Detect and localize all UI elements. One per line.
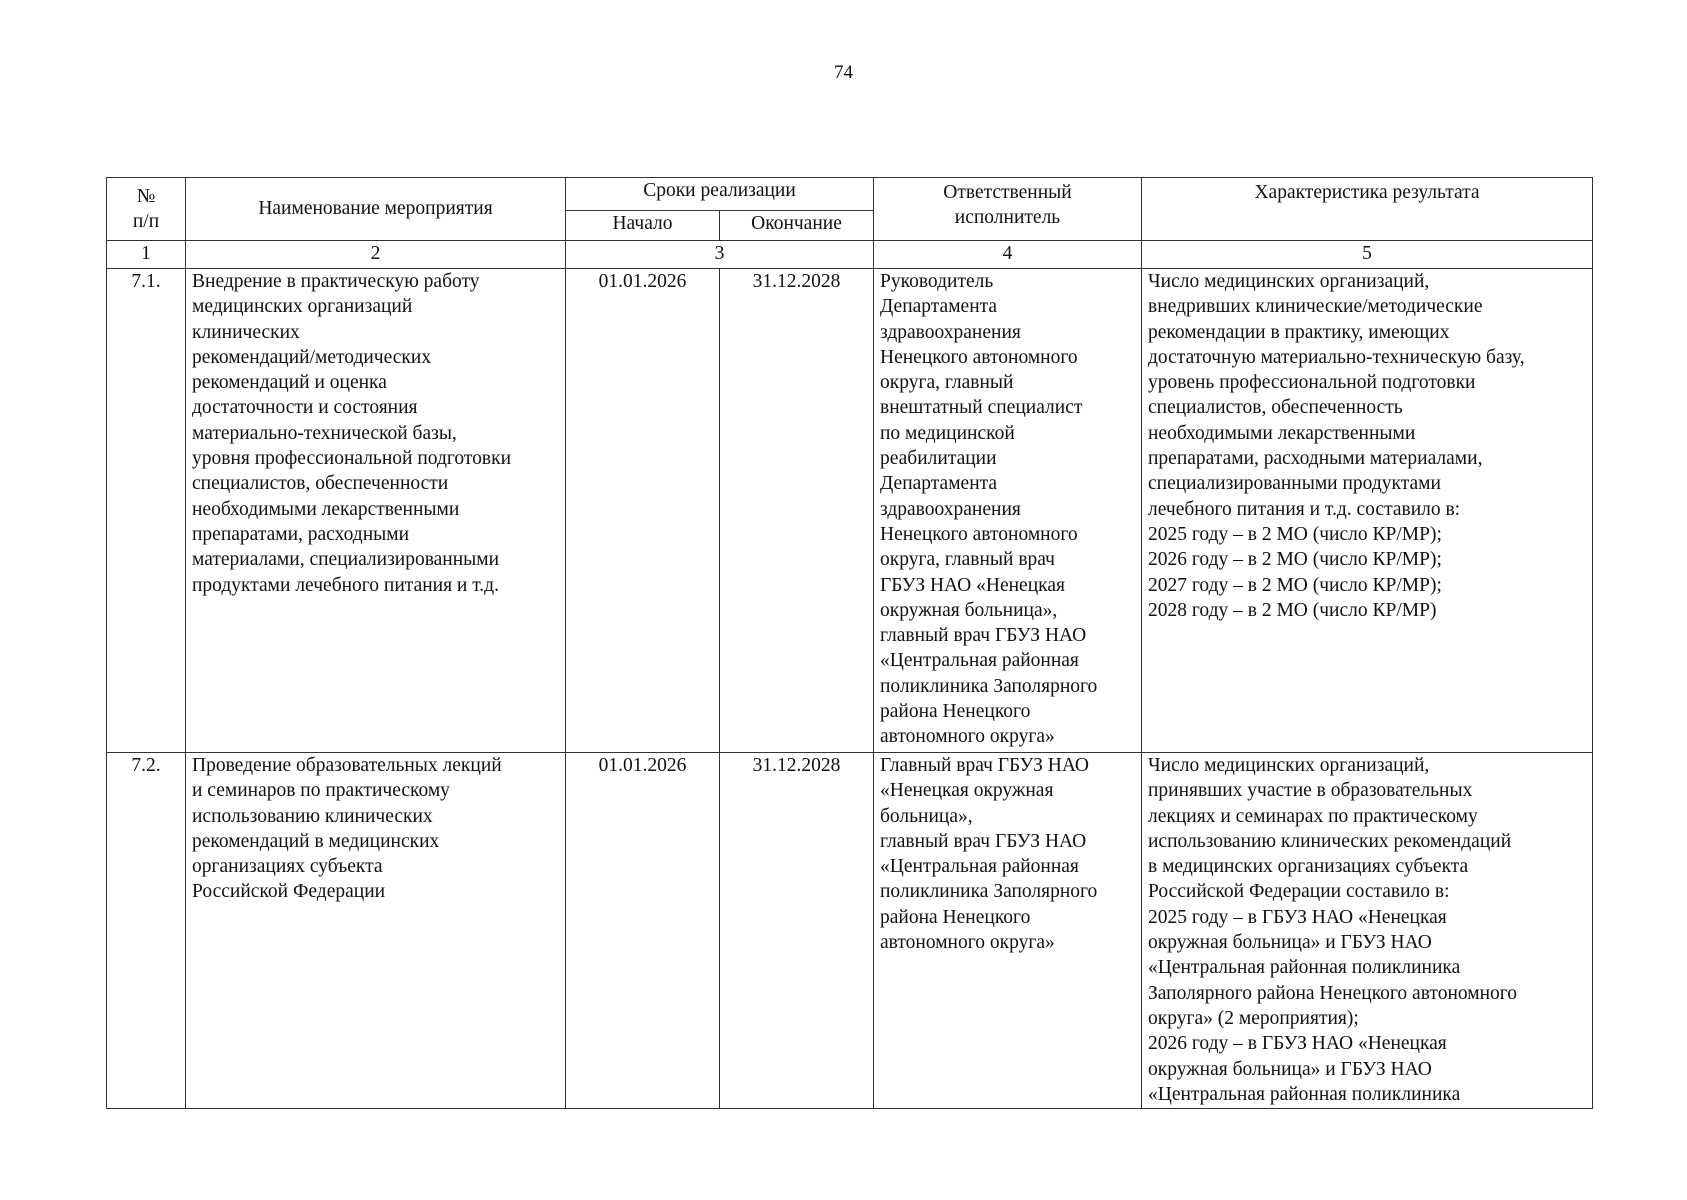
activities-table	[106, 177, 1593, 1109]
table-row	[107, 269, 1593, 753]
header-number: № п/п	[107, 178, 186, 241]
column-number-4: 4	[874, 241, 1142, 269]
activity-name: Проведение образовательных лекций и семинаров по практическому использованию клинических рекомендаций в медицинских организациях субъекта Российской Федерации	[186, 753, 566, 1109]
result-description: Число медицинских организаций, принявших участие в образовательных лекциях и семинарах по практическому использованию клинических рекомендаций в медицинских организациях субъекта Российской Федерации составило в: 2025 году – в ГБУЗ НАО «Ненецкая окружная больница» и ГБУЗ НАО «Центральная районная поликлиника Заполярного района Ненецкого автономного округа» (2 мероприятия); 2026 году – в ГБУЗ НАО «Ненецкая окружная больница» и ГБУЗ НАО «Центральная районная поликлиника	[1142, 753, 1593, 1109]
column-number-1: 1	[107, 241, 186, 269]
table-row	[107, 753, 1593, 1109]
column-number-2: 2	[186, 241, 566, 269]
end-date: 31.12.2028	[720, 269, 874, 753]
header-end: Окончание	[720, 211, 874, 241]
column-number-5: 5	[1142, 241, 1593, 269]
row-number: 7.2.	[107, 753, 186, 1109]
header-start: Начало	[566, 211, 720, 241]
header-responsible: Ответственный исполнитель	[874, 178, 1142, 241]
activity-name: Внедрение в практическую работу медицинских организаций клинических рекомендаций/методических рекомендаций и оценка достаточности и состояния материально-технической базы, уровня профессиональной подготовки специалистов, обеспеченности необходимыми лекарственными препаратами, расходными материалами, специализированными продуктами лечебного питания и т.д.	[186, 269, 566, 753]
header-name: Наименование мероприятия	[186, 178, 566, 241]
responsible-executor: Руководитель Департамента здравоохранения Ненецкого автономного округа, главный внештатный специалист по медицинской реабилитации Департамента здравоохранения Ненецкого автономного округа, главный врач ГБУЗ НАО «Ненецкая окружная больница», главный врач ГБУЗ НАО «Центральная районная поликлиника Заполярного района Ненецкого автономного округа»	[874, 269, 1142, 753]
responsible-executor: Главный врач ГБУЗ НАО «Ненецкая окружная больница», главный врач ГБУЗ НАО «Центральная районная поликлиника Заполярного района Ненецкого автономного округа»	[874, 753, 1142, 1109]
start-date: 01.01.2026	[566, 753, 720, 1109]
result-description: Число медицинских организаций, внедривших клинические/методические рекомендации в практику, имеющих достаточную материально-техническую базу, уровень профессиональной подготовки специалистов, обеспеченность необходимыми лекарственными препаратами, расходными материалами, специализированными продуктами лечебного питания и т.д. составило в: 2025 году – в 2 МО (число КР/МР); 2026 году – в 2 МО (число КР/МР); 2027 году – в 2 МО (число КР/МР); 2028 году – в 2 МО (число КР/МР)	[1142, 269, 1593, 753]
header-period: Сроки реализации	[566, 178, 874, 211]
column-number-3: 3	[566, 241, 874, 269]
end-date: 31.12.2028	[720, 753, 874, 1109]
start-date: 01.01.2026	[566, 269, 720, 753]
row-number: 7.1.	[107, 269, 186, 753]
header-result: Характеристика результата	[1142, 178, 1593, 241]
page-number: 74	[834, 62, 853, 83]
